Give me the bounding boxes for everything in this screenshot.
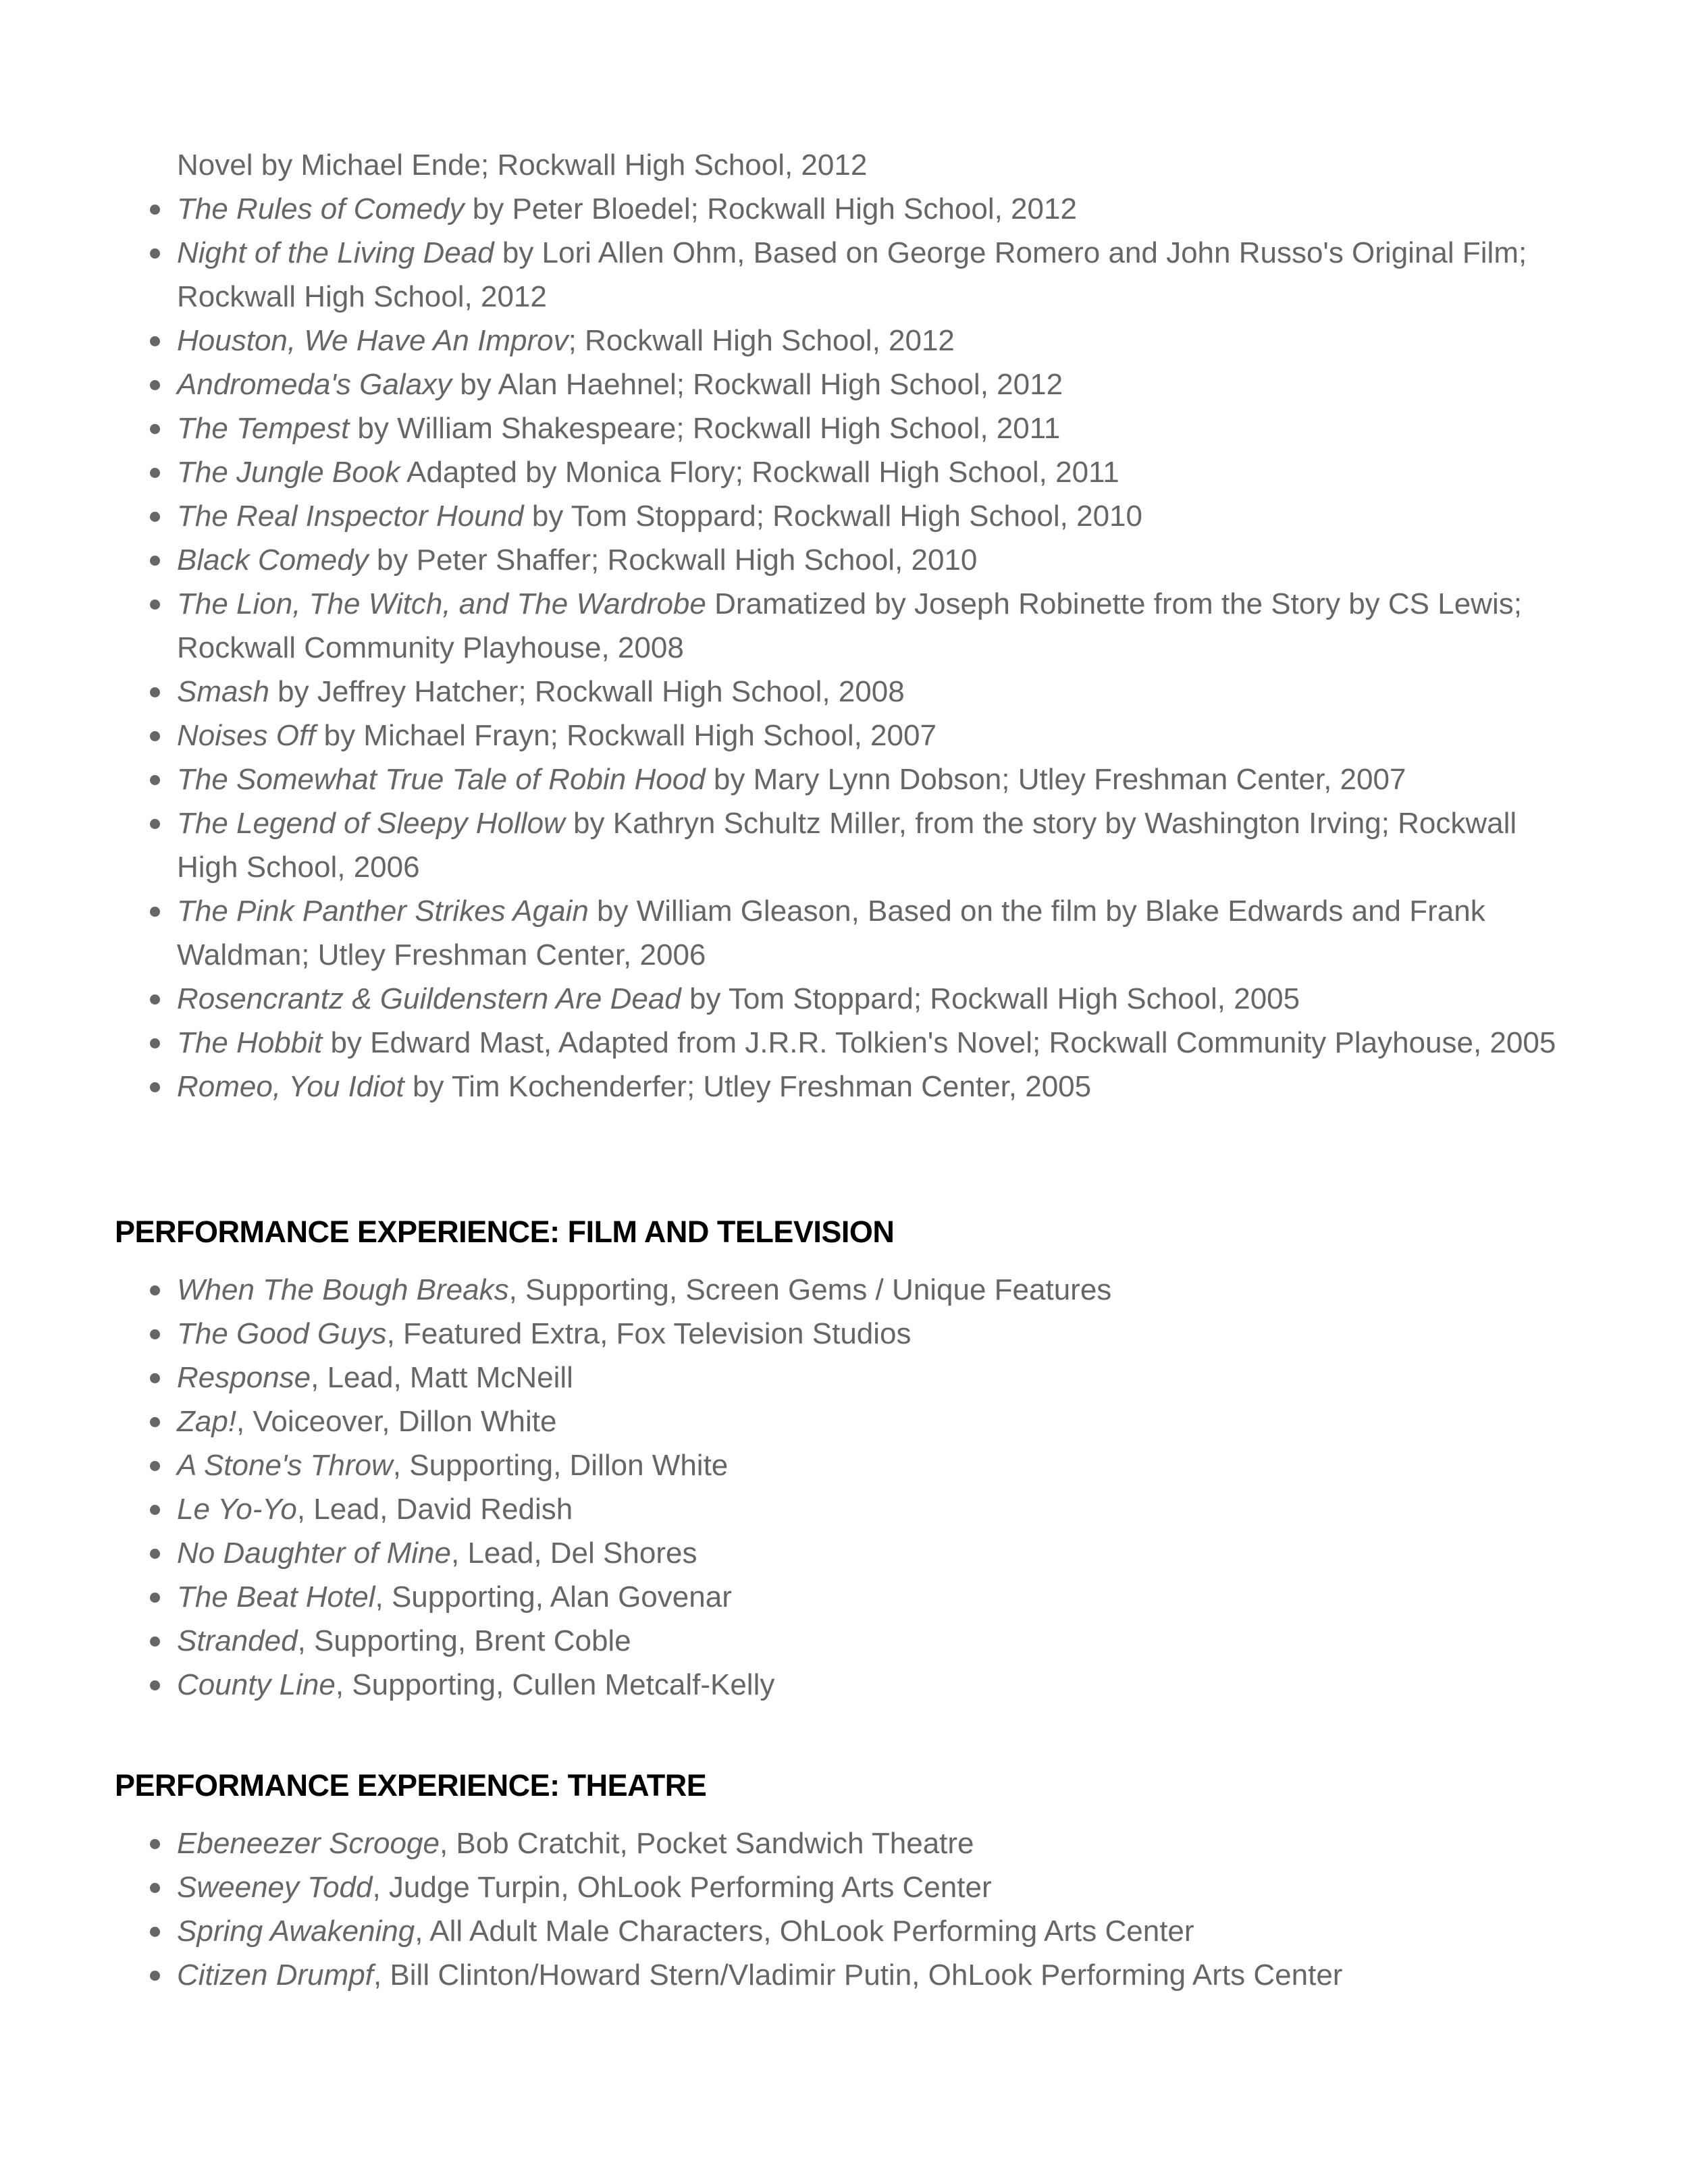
list-item	[177, 1400, 1568, 1443]
work-details: ; Rockwall High School, 2012	[568, 324, 955, 357]
section-heading-film-television: PERFORMANCE EXPERIENCE: FILM AND TELEVISION	[115, 1215, 895, 1249]
work-title: The Rules of Comedy	[177, 192, 465, 225]
work-details: , Judge Turpin, OhLook Performing Arts Center	[372, 1871, 992, 1904]
list-item	[177, 450, 1568, 494]
work-details: by Michael Frayn; Rockwall High School, 2007	[315, 719, 937, 752]
list-item	[177, 1531, 1568, 1575]
work-title: Noises Off	[177, 719, 316, 752]
list-item	[177, 187, 1568, 231]
work-details: by William Gleason, Based on the film by Blake Edwards and Frank Waldman; Utley Freshman Center, 2006	[177, 895, 1485, 971]
list-item	[177, 582, 1568, 670]
work-title: Black Comedy	[177, 543, 369, 577]
list-item	[177, 538, 1568, 582]
list-item	[177, 1953, 1568, 1997]
list-item	[177, 977, 1568, 1021]
work-title: Andromeda's Galaxy	[177, 368, 452, 401]
theatre-list	[177, 1821, 1568, 1997]
list-item	[177, 1443, 1568, 1487]
work-title: Citizen Drumpf	[177, 1959, 373, 1992]
work-title: Stranded	[177, 1624, 298, 1657]
work-title: Ebeneezer Scrooge	[177, 1827, 440, 1860]
section-heading-theatre: PERFORMANCE EXPERIENCE: THEATRE	[115, 1768, 707, 1803]
work-title: Night of the Living Dead	[177, 236, 494, 269]
list-item	[177, 670, 1568, 714]
film-television-list	[177, 1268, 1568, 1707]
work-title: The Lion, The Witch, and The Wardrobe	[177, 587, 706, 620]
work-title: Rosencrantz & Guildenstern Are Dead	[177, 982, 681, 1015]
list-item	[177, 889, 1568, 977]
list-item	[177, 1356, 1568, 1400]
work-title: The Somewhat True Tale of Robin Hood	[177, 763, 706, 796]
list-item	[177, 1909, 1568, 1953]
work-details: , Lead, Matt McNeill	[311, 1361, 573, 1394]
work-details: Novel by Michael Ende; Rockwall High School, 2012	[177, 149, 868, 182]
work-title: Sweeney Todd	[177, 1871, 373, 1904]
work-title: The Tempest	[177, 412, 350, 445]
work-details: by Peter Bloedel; Rockwall High School, 2012	[464, 192, 1077, 225]
list-item	[177, 231, 1568, 319]
work-title: Romeo, You Idiot	[177, 1070, 404, 1103]
work-title: The Legend of Sleepy Hollow	[177, 807, 565, 840]
directing-list	[177, 143, 1568, 1109]
list-item	[177, 1619, 1568, 1663]
work-details: Dramatized by Joseph Robinette from the Story by CS Lewis; Rockwall Community Playhouse, 2008	[177, 587, 1522, 664]
work-title: Response	[177, 1361, 311, 1394]
list-item	[177, 1487, 1568, 1531]
work-details: , Bob Cratchit, Pocket Sandwich Theatre	[439, 1827, 974, 1860]
work-title: The Hobbit	[177, 1026, 323, 1059]
work-title: The Good Guys	[177, 1317, 387, 1350]
list-item	[177, 143, 1568, 187]
list-item	[177, 1865, 1568, 1909]
work-title: When The Bough Breaks	[177, 1273, 509, 1306]
work-details: by Lori Allen Ohm, Based on George Romero and John Russo's Original Film; Rockwall High School, 2012	[177, 236, 1527, 313]
list-item	[177, 801, 1568, 889]
list-item	[177, 1663, 1568, 1707]
work-title: Spring Awakening	[177, 1915, 415, 1948]
work-title: The Real Inspector Hound	[177, 500, 524, 533]
work-details: Adapted by Monica Flory; Rockwall High School, 2011	[400, 456, 1119, 489]
work-details: , Supporting, Brent Coble	[297, 1624, 631, 1657]
work-details: by Tom Stoppard; Rockwall High School, 2005	[681, 982, 1300, 1015]
work-details: , Lead, David Redish	[296, 1493, 573, 1526]
list-item	[177, 1821, 1568, 1865]
work-details: by Alan Haehnel; Rockwall High School, 2012	[452, 368, 1063, 401]
work-details: by Tom Stoppard; Rockwall High School, 2010	[523, 500, 1142, 533]
work-title: The Jungle Book	[177, 456, 400, 489]
work-details: , Voiceover, Dillon White	[236, 1405, 557, 1438]
list-item	[177, 494, 1568, 538]
work-title: No Daughter of Mine	[177, 1537, 451, 1570]
work-details: by Peter Shaffer; Rockwall High School, 2010	[368, 543, 978, 577]
list-item	[177, 1268, 1568, 1312]
work-title: A Stone's Throw	[177, 1449, 393, 1482]
work-title: Smash	[177, 675, 269, 708]
list-item	[177, 1575, 1568, 1619]
list-item	[177, 406, 1568, 450]
work-title: Houston, We Have An Improv	[177, 324, 569, 357]
list-item	[177, 1312, 1568, 1356]
work-details: by Mary Lynn Dobson; Utley Freshman Center, 2007	[705, 763, 1406, 796]
work-details: , Supporting, Cullen Metcalf-Kelly	[335, 1668, 775, 1701]
work-details: by Kathryn Schultz Miller, from the story by Washington Irving; Rockwall High School, 2006	[177, 807, 1517, 884]
work-title: Zap!	[177, 1405, 237, 1438]
work-details: , Supporting, Dillon White	[392, 1449, 729, 1482]
list-item	[177, 714, 1568, 757]
list-item	[177, 1065, 1568, 1109]
list-item	[177, 363, 1568, 406]
work-details: , Supporting, Alan Govenar	[375, 1580, 732, 1614]
work-title: County Line	[177, 1668, 336, 1701]
work-details: by William Shakespeare; Rockwall High School, 2011	[349, 412, 1061, 445]
work-details: , Lead, Del Shores	[451, 1537, 697, 1570]
list-item	[177, 757, 1568, 801]
work-details: by Tim Kochenderfer; Utley Freshman Center, 2005	[404, 1070, 1092, 1103]
work-details: , All Adult Male Characters, OhLook Performing Arts Center	[415, 1915, 1194, 1948]
work-details: , Featured Extra, Fox Television Studios	[386, 1317, 912, 1350]
work-details: by Edward Mast, Adapted from J.R.R. Tolkien's Novel; Rockwall Community Playhouse, 2005	[322, 1026, 1556, 1059]
work-details: , Bill Clinton/Howard Stern/Vladimir Putin, OhLook Performing Arts Center	[373, 1959, 1343, 1992]
work-title: Le Yo-Yo	[177, 1493, 297, 1526]
list-item	[177, 1021, 1568, 1065]
work-details: by Jeffrey Hatcher; Rockwall High School, 2008	[269, 675, 905, 708]
work-details: , Supporting, Screen Gems / Unique Features	[508, 1273, 1112, 1306]
work-title: The Beat Hotel	[177, 1580, 375, 1614]
work-title: The Pink Panther Strikes Again	[177, 895, 589, 928]
list-item	[177, 319, 1568, 363]
